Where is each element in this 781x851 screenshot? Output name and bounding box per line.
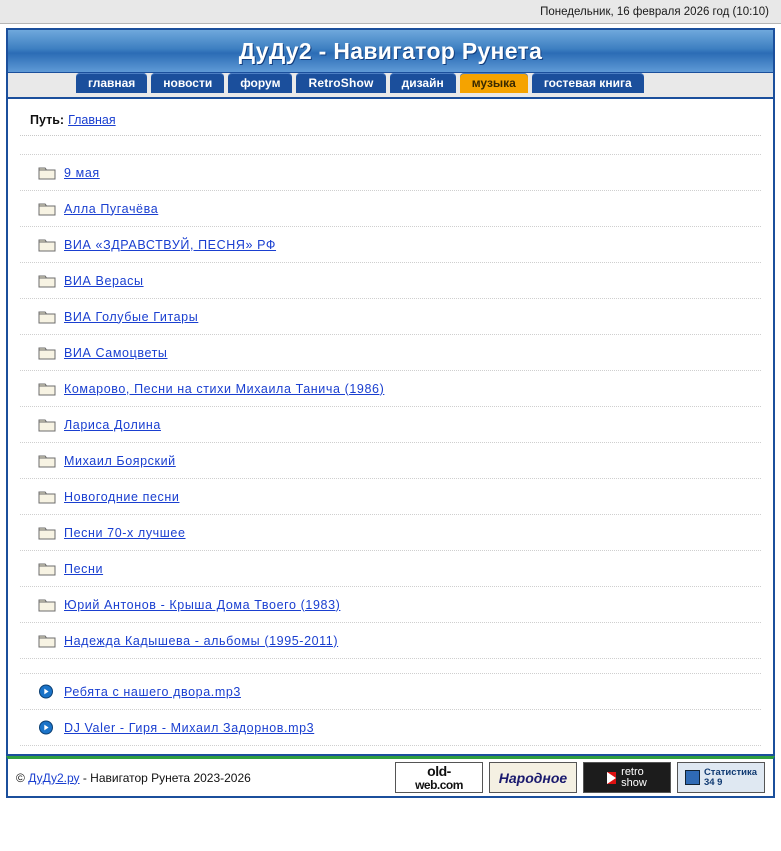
play-icon (607, 772, 616, 784)
list-item[interactable] (20, 227, 761, 263)
chart-icon (685, 770, 700, 785)
old-web-badge-line1: old- (427, 762, 451, 779)
nav-item-glavnaya[interactable]: главная (76, 73, 147, 93)
file-list (20, 140, 761, 746)
list-item[interactable] (20, 407, 761, 443)
main-frame (6, 28, 775, 756)
nav-item-dizayn[interactable]: дизайн (390, 73, 456, 93)
folder-icon (38, 417, 56, 432)
old-web-badge[interactable] (395, 762, 483, 793)
file-link[interactable]: Алла Пугачёва (64, 201, 159, 216)
folder-icon (38, 309, 56, 324)
breadcrumb-label: Путь: (30, 113, 65, 127)
list-item[interactable] (20, 623, 761, 659)
main-nav (8, 73, 773, 99)
statistika-badge[interactable] (677, 762, 765, 793)
file-link[interactable]: Лариса Долина (64, 417, 161, 432)
breadcrumb (20, 109, 761, 136)
list-spacer (20, 659, 761, 674)
copyright-suffix: - Навигатор Рунета 2023-2026 (79, 770, 251, 785)
file-link[interactable]: Ребята с нашего двора.mp3 (64, 684, 241, 699)
site-title: ДуДу2 - Навигатор Рунета (238, 37, 543, 64)
list-item[interactable] (20, 674, 761, 710)
nav-item-forum[interactable]: форум (228, 73, 292, 93)
retroshow-badge-line1: retro (621, 765, 644, 778)
file-link[interactable]: ВИА Голубые Гитары (64, 309, 199, 324)
folder-icon (38, 273, 56, 288)
folder-icon (38, 237, 56, 252)
list-item[interactable] (20, 299, 761, 335)
date-bar (0, 0, 781, 24)
retroshow-badge[interactable] (583, 762, 671, 793)
file-link[interactable]: Новогодние песни (64, 489, 180, 504)
list-item[interactable] (20, 335, 761, 371)
footer-site-link[interactable]: ДуДу2.ру (28, 770, 80, 785)
nav-item-muzyka[interactable]: музыка (460, 73, 528, 93)
retroshow-badge-line2: show (621, 776, 647, 789)
list-item[interactable] (20, 479, 761, 515)
list-spacer (20, 140, 761, 155)
file-link[interactable]: Комарово, Песни на стихи Михаила Танича (1986) (64, 381, 385, 396)
statistika-badge-line2: 34 9 (703, 776, 723, 788)
nav-item-gostevaya-kniga[interactable]: гостевая книга (532, 73, 644, 93)
folder-icon (38, 201, 56, 216)
content-area (8, 99, 773, 754)
folder-icon (38, 525, 56, 540)
file-link[interactable]: Песни (64, 561, 104, 576)
folder-icon (38, 345, 56, 360)
footer-copyright (16, 771, 251, 785)
audio-play-icon (38, 720, 56, 735)
folder-icon (38, 489, 56, 504)
list-item[interactable] (20, 155, 761, 191)
copyright-prefix: © (16, 770, 29, 785)
nav-item-retroshow[interactable]: RetroShow (296, 73, 385, 93)
list-item[interactable] (20, 710, 761, 746)
list-item[interactable] (20, 551, 761, 587)
current-date-time: Понедельник, 16 февраля 2026 год (10:10) (540, 5, 769, 18)
folder-icon (38, 633, 56, 648)
audio-play-icon (38, 684, 56, 699)
folder-icon (38, 381, 56, 396)
list-item[interactable] (20, 191, 761, 227)
file-link[interactable]: Михаил Боярский (64, 453, 176, 468)
file-link[interactable]: ВИА Самоцветы (64, 345, 168, 360)
file-link[interactable]: Надежда Кадышева - альбомы (1995-2011) (64, 633, 339, 648)
file-link[interactable]: ВИА «ЗДРАВСТВУЙ, ПЕСНЯ» РФ (64, 237, 277, 252)
site-banner (8, 30, 773, 73)
list-item[interactable] (20, 587, 761, 623)
file-link[interactable]: Юрий Антонов - Крыша Дома Твоего (1983) (64, 597, 341, 612)
file-link[interactable]: ВИА Верасы (64, 273, 144, 288)
folder-icon (38, 165, 56, 180)
folder-icon (38, 561, 56, 576)
file-link[interactable]: Песни 70-х лучшее (64, 525, 186, 540)
statistika-badge-line1: Статистика (703, 767, 758, 778)
file-link[interactable]: 9 мая (64, 165, 100, 180)
narodnoe-badge[interactable]: Народное (489, 762, 577, 793)
footer-badges (395, 762, 765, 793)
old-web-badge-line2: web.com (415, 777, 463, 792)
list-item[interactable] (20, 443, 761, 479)
breadcrumb-link-glavnaya[interactable]: Главная (68, 113, 116, 127)
file-link[interactable]: DJ Valer - Гиря - Михаил Задорнов.mp3 (64, 720, 315, 735)
page-footer (6, 756, 775, 798)
list-item[interactable] (20, 515, 761, 551)
nav-item-novosti[interactable]: новости (151, 73, 224, 93)
folder-icon (38, 597, 56, 612)
list-item[interactable] (20, 371, 761, 407)
list-item[interactable] (20, 263, 761, 299)
folder-icon (38, 453, 56, 468)
